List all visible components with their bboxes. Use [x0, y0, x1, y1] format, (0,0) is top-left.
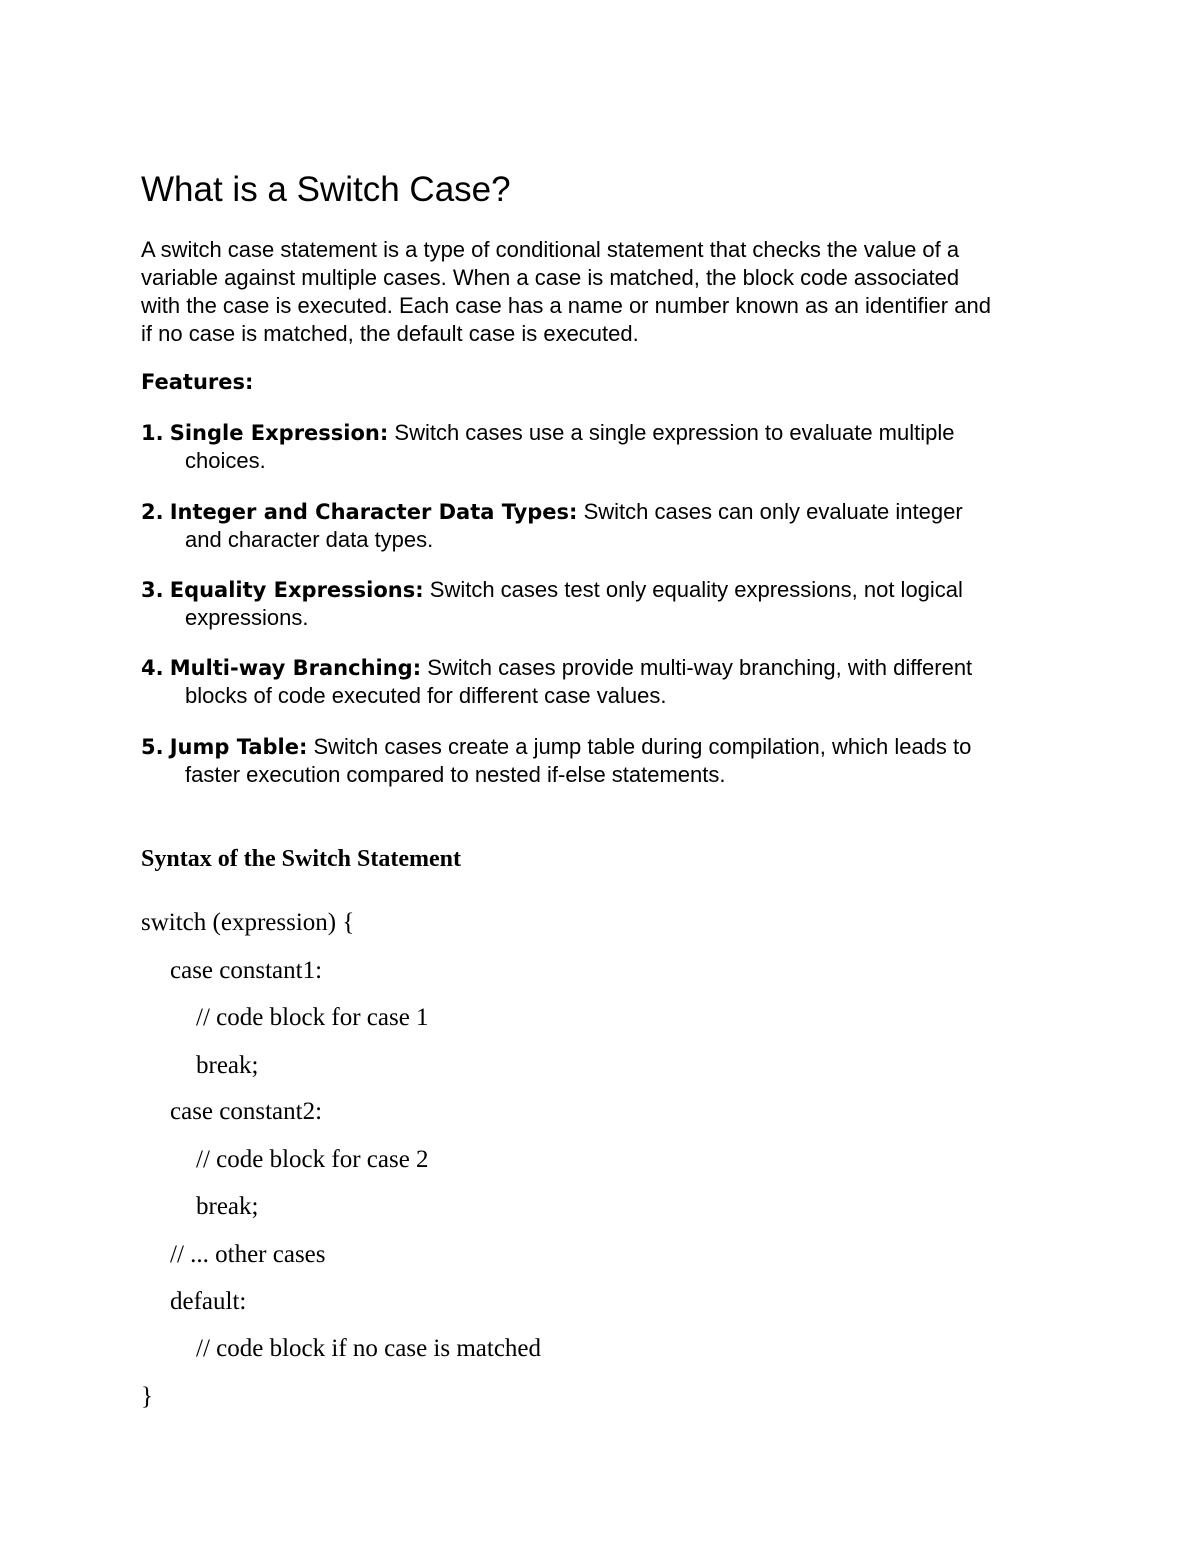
code-line: case constant2:: [170, 1098, 323, 1125]
feature-description: Switch cases test only equality expressions, not logical: [423, 577, 963, 602]
feature-number: 4.: [141, 656, 164, 680]
intro-paragraph: [141, 236, 1081, 348]
syntax-heading: Syntax of the Switch Statement: [141, 846, 461, 872]
feature-continuation: and character data types.: [185, 527, 434, 552]
feature-item-equality-expressions: [141, 576, 1081, 632]
feature-line: [141, 576, 1081, 604]
feature-item-single-expression: [141, 419, 1081, 475]
feature-term: Equality Expressions:: [169, 578, 424, 602]
feature-continuation: choices.: [185, 448, 266, 473]
code-line: // code block for case 2: [196, 1146, 429, 1173]
code-line: // code block for case 1: [196, 1004, 429, 1031]
code-line: default:: [170, 1288, 247, 1315]
code-line: switch (expression) {: [141, 909, 355, 936]
feature-description: Switch cases provide multi-way branching, with different: [421, 655, 973, 680]
feature-term: Multi-way Branching:: [169, 656, 422, 680]
feature-description: Switch cases create a jump table during compilation, which leads to: [307, 734, 972, 759]
feature-number: 5.: [141, 735, 164, 759]
intro-line: if no case is matched, the default case is executed.: [141, 321, 639, 346]
feature-line: [141, 498, 1081, 526]
feature-description: Switch cases can only evaluate integer: [577, 499, 963, 524]
intro-line: variable against multiple cases. When a case is matched, the block code associated: [141, 265, 960, 290]
code-line: // ... other cases: [170, 1241, 326, 1268]
feature-item-data-types: [141, 498, 1081, 554]
feature-line: [141, 419, 1081, 447]
intro-line: A switch case statement is a type of conditional statement that checks the value of a: [141, 237, 960, 262]
code-line: // code block if no case is matched: [196, 1335, 542, 1362]
feature-term: Single Expression:: [169, 421, 389, 445]
code-line: case constant1:: [170, 957, 323, 984]
code-line: break;: [196, 1052, 259, 1079]
feature-number: 1.: [141, 421, 164, 445]
feature-term: Integer and Character Data Types:: [169, 500, 578, 524]
code-line: break;: [196, 1193, 259, 1220]
feature-description: Switch cases use a single expression to evaluate multiple: [388, 420, 955, 445]
page-title: What is a Switch Case?: [141, 170, 511, 209]
intro-line: with the case is executed. Each case has a name or number known as an identifier and: [141, 293, 991, 318]
feature-line: [141, 733, 1081, 761]
feature-item-multi-way-branching: [141, 654, 1081, 710]
feature-continuation: blocks of code executed for different case values.: [185, 683, 667, 708]
feature-term: Jump Table:: [169, 735, 308, 759]
code-line: }: [141, 1383, 153, 1410]
feature-continuation: faster execution compared to nested if-else statements.: [185, 762, 726, 787]
feature-continuation: expressions.: [185, 605, 309, 630]
feature-number: 2.: [141, 500, 164, 524]
feature-number: 3.: [141, 578, 164, 602]
feature-item-jump-table: [141, 733, 1081, 789]
feature-line: [141, 654, 1081, 682]
features-heading: Features:: [141, 370, 254, 394]
